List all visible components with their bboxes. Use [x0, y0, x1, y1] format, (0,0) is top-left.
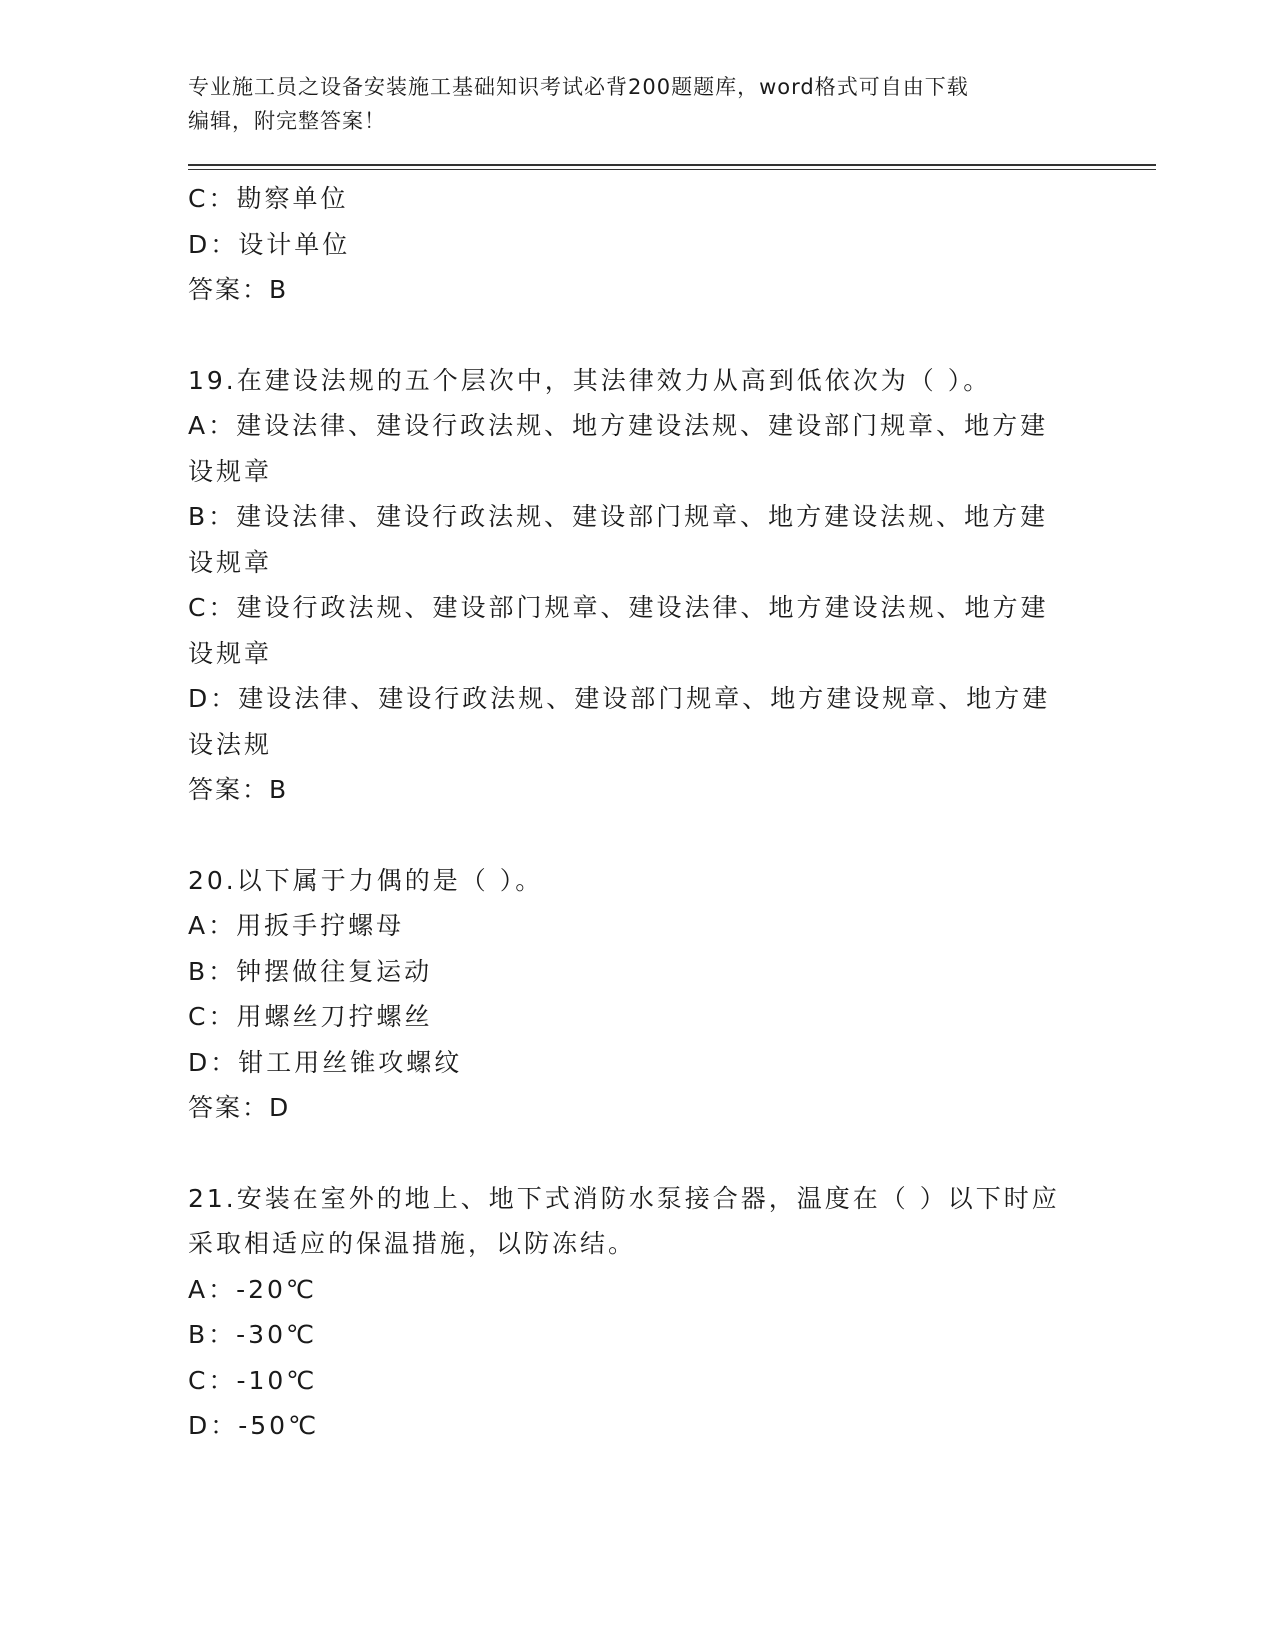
- question-gap: [188, 1131, 1088, 1176]
- question-gap: [188, 813, 1088, 858]
- question-19-option-a: A：建设法律、建设行政法规、地方建设法规、建设部门规章、地方建设规章: [188, 411, 1049, 486]
- question-21-stem: 21.安装在室外的地上、地下式消防水泵接合器，温度在（ ）以下时应采取相适应的保温措施，以防冻结。: [188, 1183, 1060, 1258]
- question-20-answer: 答案：D: [188, 1093, 291, 1122]
- question-19-option-d: D：建设法律、建设行政法规、建设部门规章、地方建设规章、地方建设法规: [188, 684, 1051, 759]
- question-19-option-c: C：建设行政法规、建设部门规章、建设法律、地方建设法规、地方建设规章: [188, 593, 1049, 668]
- header-divider-thick: [188, 164, 1156, 166]
- question-20-stem: 20.以下属于力偶的是（ ）。: [188, 865, 544, 895]
- document-title-line-2: 编辑，附完整答案！: [188, 109, 386, 133]
- question-21-option-b: B：-30℃: [188, 1320, 318, 1349]
- document-title-line-1: 专业施工员之设备安装施工基础知识考试必背200题题库，word格式可自由下载: [188, 75, 969, 99]
- question-20-option-d: D：钳工用丝锥攻螺纹: [188, 1047, 463, 1077]
- question-21-option-a: A：-20℃: [188, 1274, 318, 1304]
- question-list: [188, 176, 1088, 1449]
- answer-line: 答案：B: [188, 275, 289, 304]
- question-21-option-d: D：-50℃: [188, 1411, 320, 1440]
- option-c: C：勘察单位: [188, 184, 349, 213]
- question-20-option-a: A：用扳手拧螺母: [188, 911, 405, 940]
- question-19-answer: 答案：B: [188, 775, 289, 804]
- document-page: [188, 70, 1088, 1449]
- header-divider-thin: [188, 169, 1156, 170]
- question-21-option-c: C：-10℃: [188, 1365, 318, 1395]
- question-20-option-c: C：用螺丝刀拧螺丝: [188, 1002, 433, 1031]
- question-19-option-b: B：建设法律、建设行政法规、建设部门规章、地方建设法规、地方建设规章: [188, 502, 1049, 577]
- option-d: D：设计单位: [188, 229, 351, 259]
- question-gap: [188, 313, 1088, 358]
- question-20-option-b: B：钟摆做往复运动: [188, 956, 433, 986]
- question-19-stem: 19.在建设法规的五个层次中，其法律效力从高到低依次为（ ）。: [188, 365, 992, 395]
